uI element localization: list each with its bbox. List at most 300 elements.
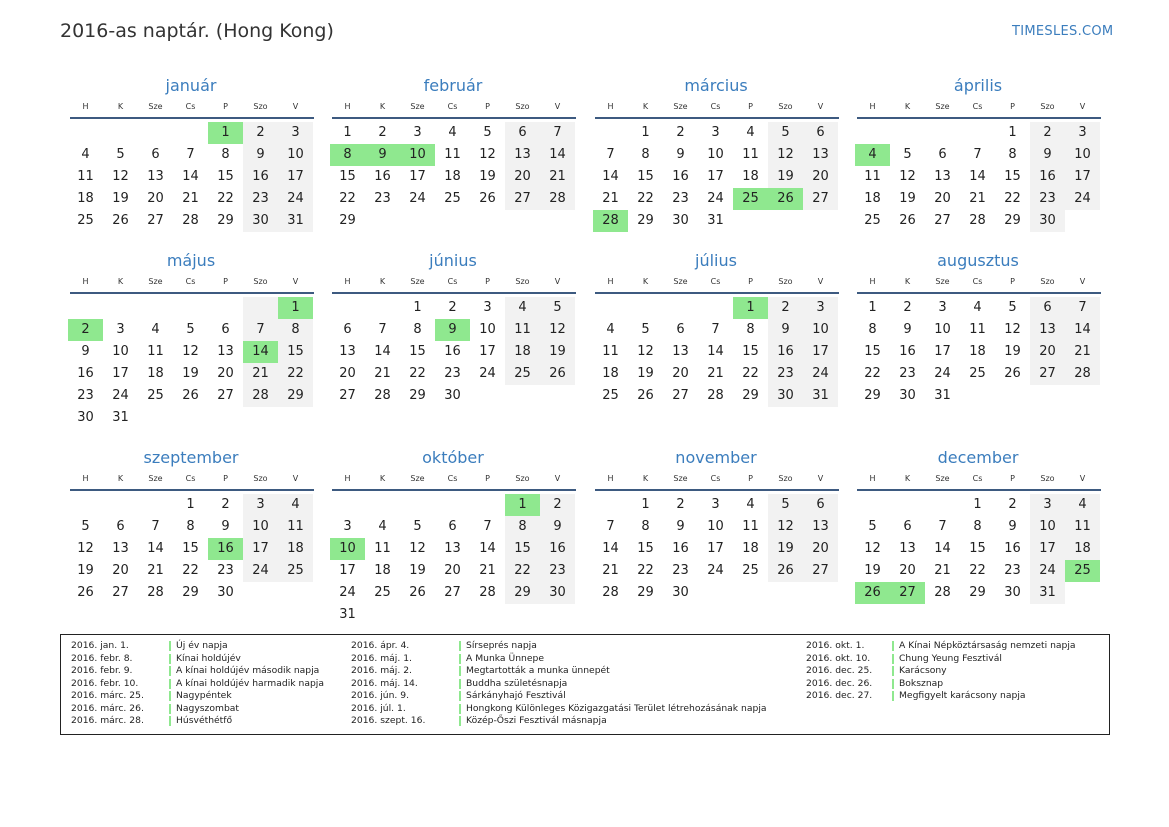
weekday-label: Sze: [148, 473, 163, 483]
header-divider: [332, 117, 576, 119]
week-row: [593, 516, 839, 538]
weekday-label: H: [869, 276, 876, 286]
week-row: [330, 582, 576, 604]
day-cell: 16: [444, 344, 461, 359]
day-cell: 13: [444, 541, 461, 556]
day-cell: 21: [1065, 341, 1100, 363]
month-calendar: [68, 249, 314, 429]
weekday-label: Sze: [148, 276, 163, 286]
day-cell: 14: [540, 144, 575, 166]
month-name: szeptember: [143, 448, 239, 467]
week-row: [330, 319, 576, 341]
week-row: [68, 582, 314, 604]
holiday-name: Buddha születésnapja: [466, 677, 568, 689]
day-cell: 13: [803, 144, 838, 166]
week-row: [593, 560, 839, 582]
legend-row: [71, 715, 324, 728]
day-cell: 3: [1030, 494, 1065, 516]
week-row: [593, 582, 839, 604]
weekday-label: Sze: [935, 276, 950, 286]
weekday-label: Sze: [935, 473, 950, 483]
holiday-marker: [459, 666, 461, 676]
day-cell: 14: [602, 169, 619, 184]
weekday-label: K: [904, 473, 911, 483]
day-cell: 5: [1008, 300, 1017, 315]
holiday-date: 2016. máj. 2.: [351, 665, 412, 676]
day-cell: 4: [505, 297, 540, 319]
day-cell: 6: [343, 322, 352, 337]
day-cell: 6: [116, 519, 125, 534]
week-row: [330, 604, 576, 626]
holiday-marker: [169, 704, 171, 714]
holiday-name: Új év napja: [176, 640, 228, 651]
day-cell: 23: [1030, 188, 1065, 210]
holiday-date: 2016. dec. 27.: [806, 690, 873, 701]
day-cell: 10: [803, 319, 838, 341]
day-cell: 16: [672, 169, 689, 184]
day-cell: 18: [742, 169, 759, 184]
weekday-label: P: [748, 101, 753, 111]
weekday-label: K: [642, 101, 649, 111]
weekday-label: H: [82, 276, 89, 286]
empty-day-cell: [173, 297, 208, 319]
day-cell: 24: [409, 191, 426, 206]
day-cell: 6: [505, 122, 540, 144]
holiday-name: Sírseprés napja: [466, 640, 537, 651]
weekday-label: K: [642, 473, 649, 483]
week-row: [68, 319, 314, 341]
weekday-label: Cs: [972, 276, 983, 286]
week-row: [593, 144, 839, 166]
day-cell: 21: [602, 191, 619, 206]
empty-day-cell: [1065, 210, 1100, 232]
day-cell: 16: [374, 169, 391, 184]
holiday-marker: [892, 691, 894, 701]
day-cell: 27: [444, 585, 461, 600]
day-cell: 30: [768, 385, 803, 407]
day-cell: 2: [378, 125, 387, 140]
weekday-label: Cs: [710, 276, 721, 286]
day-cell: 1: [868, 300, 877, 315]
weekday-label: Szo: [1040, 473, 1055, 483]
empty-day-cell: [138, 494, 173, 516]
holiday-date: 2016. okt. 10.: [806, 652, 871, 664]
day-cell: 29: [505, 582, 540, 604]
weekday-label: Sze: [410, 473, 425, 483]
day-cell: 2: [1008, 497, 1017, 512]
holiday-date: 2016. szept. 16.: [351, 715, 426, 726]
empty-day-cell: [698, 582, 733, 604]
holiday-name: Közép-Őszi Fesztivál másnapja: [466, 715, 607, 726]
day-cell: 13: [1030, 319, 1065, 341]
day-cell: 7: [938, 519, 947, 534]
weekday-label: Cs: [710, 473, 721, 483]
day-cell: 9: [221, 519, 230, 534]
weekday-label: H: [607, 473, 614, 483]
legend-row: [71, 690, 324, 703]
day-cell: 11: [742, 147, 759, 162]
day-cell: 27: [1030, 363, 1065, 385]
week-row: [593, 166, 839, 188]
empty-day-cell: [365, 604, 400, 626]
empty-day-cell: [278, 407, 313, 429]
day-cell: 9: [768, 319, 803, 341]
day-cell: 13: [217, 344, 234, 359]
weekday-label: P: [223, 276, 228, 286]
empty-day-cell: [470, 604, 505, 626]
day-cell: 25: [864, 213, 881, 228]
day-cell: 20: [339, 366, 356, 381]
day-cell: 17: [934, 344, 951, 359]
day-cell: 9: [676, 147, 685, 162]
holiday-name: Húsvéthétfő: [176, 715, 233, 726]
empty-day-cell: [173, 407, 208, 429]
empty-day-cell: [470, 210, 505, 232]
weekday-header: [68, 273, 314, 289]
day-cell: 11: [864, 169, 881, 184]
weekday-label: K: [117, 473, 124, 483]
weekday-label: Cs: [447, 473, 458, 483]
weekday-label: Szo: [778, 473, 793, 483]
day-cell: 5: [81, 519, 90, 534]
weekday-label: K: [379, 473, 386, 483]
day-cell: 8: [186, 519, 195, 534]
weekday-header: [330, 470, 576, 486]
day-cell: 3: [711, 125, 720, 140]
empty-day-cell: [540, 210, 575, 232]
day-cell: 5: [540, 297, 575, 319]
month-calendar: [593, 249, 839, 407]
weekday-label: V: [554, 276, 561, 286]
day-cell: 24: [803, 363, 838, 385]
month-name: február: [423, 76, 483, 95]
day-cell: 15: [278, 341, 313, 363]
day-cell: 24: [339, 585, 356, 600]
empty-day-cell: [995, 385, 1030, 407]
day-cell: 27: [672, 388, 689, 403]
legend-row: [351, 715, 767, 728]
day-cell: 20: [147, 191, 164, 206]
day-cell: 25: [969, 366, 986, 381]
week-row: [855, 144, 1101, 166]
day-cell: 11: [77, 169, 94, 184]
day-cell: 14: [707, 344, 724, 359]
day-cell: 12: [637, 344, 654, 359]
day-cell: 7: [711, 322, 720, 337]
weekday-label: Cs: [185, 276, 196, 286]
day-cell: 7: [243, 319, 278, 341]
legend-column-3: [806, 640, 1076, 703]
weekday-label: Szo: [515, 276, 530, 286]
day-cell: 16: [243, 166, 278, 188]
week-row: [330, 538, 576, 560]
day-cell: 31: [707, 213, 724, 228]
day-cell: 25: [444, 191, 461, 206]
brand-link[interactable]: TIMESLES.COM: [1012, 24, 1114, 39]
legend-row: [71, 640, 324, 653]
day-cell: 24: [1065, 188, 1100, 210]
holiday-marker: [169, 679, 171, 689]
holiday-date: 2016. febr. 8.: [71, 652, 133, 664]
day-cell: 11: [505, 319, 540, 341]
day-cell: 28: [707, 388, 724, 403]
day-cell: 18: [742, 541, 759, 556]
holiday-day-cell: 10: [400, 144, 435, 166]
empty-day-cell: [698, 297, 733, 319]
holiday-date: 2016. dec. 25.: [806, 665, 873, 676]
month-name: március: [684, 76, 748, 95]
day-cell: 19: [768, 538, 803, 560]
day-cell: 21: [540, 166, 575, 188]
weekday-label: H: [607, 101, 614, 111]
month-name: augusztus: [937, 251, 1019, 270]
day-cell: 31: [112, 410, 129, 425]
weekday-header: [330, 98, 576, 114]
day-cell: 6: [803, 122, 838, 144]
empty-day-cell: [435, 494, 470, 516]
week-row: [593, 319, 839, 341]
week-row: [68, 407, 314, 429]
weekday-header: [593, 273, 839, 289]
day-cell: 5: [903, 147, 912, 162]
day-cell: 5: [413, 519, 422, 534]
day-cell: 3: [278, 122, 313, 144]
day-cell: 23: [243, 188, 278, 210]
day-cell: 20: [444, 563, 461, 578]
day-cell: 3: [413, 125, 422, 140]
holiday-day-cell: 28: [593, 210, 628, 232]
empty-day-cell: [593, 494, 628, 516]
week-row: [330, 144, 576, 166]
week-row: [330, 341, 576, 363]
holiday-marker: [459, 716, 461, 726]
day-cell: 19: [899, 191, 916, 206]
holiday-day-cell: 2: [68, 319, 103, 341]
day-cell: 10: [479, 322, 496, 337]
weekday-label: Cs: [710, 101, 721, 111]
day-grid: [330, 494, 576, 626]
day-cell: 21: [374, 366, 391, 381]
weekday-label: Szo: [778, 276, 793, 286]
holiday-marker: [169, 654, 171, 664]
day-cell: 29: [637, 585, 654, 600]
month-name: október: [422, 448, 484, 467]
empty-day-cell: [960, 122, 995, 144]
weekday-label: Sze: [673, 276, 688, 286]
day-cell: 12: [768, 516, 803, 538]
weekday-label: K: [117, 276, 124, 286]
day-cell: 23: [444, 366, 461, 381]
day-cell: 4: [973, 300, 982, 315]
day-cell: 18: [969, 344, 986, 359]
day-cell: 12: [864, 541, 881, 556]
day-cell: 9: [1030, 144, 1065, 166]
day-cell: 11: [1065, 516, 1100, 538]
legend-row: [71, 678, 324, 691]
empty-day-cell: [540, 385, 575, 407]
holiday-date: 2016. máj. 1.: [351, 652, 412, 664]
day-cell: 8: [973, 519, 982, 534]
day-cell: 22: [278, 363, 313, 385]
week-row: [330, 494, 576, 516]
holiday-marker: [169, 716, 171, 726]
legend-row: [351, 653, 767, 666]
week-row: [68, 538, 314, 560]
week-row: [68, 516, 314, 538]
day-cell: 7: [606, 147, 615, 162]
week-row: [593, 538, 839, 560]
empty-day-cell: [470, 385, 505, 407]
day-cell: 31: [803, 385, 838, 407]
holiday-name: Chung Yeung Fesztivál: [899, 652, 1002, 664]
day-cell: 25: [505, 363, 540, 385]
legend-row: [71, 665, 324, 678]
weekday-label: Sze: [410, 276, 425, 286]
empty-day-cell: [593, 297, 628, 319]
day-cell: 23: [77, 388, 94, 403]
day-cell: 29: [409, 388, 426, 403]
day-cell: 18: [278, 538, 313, 560]
day-cell: 3: [711, 497, 720, 512]
day-cell: 30: [672, 585, 689, 600]
day-cell: 5: [483, 125, 492, 140]
holiday-name: Megfigyelt karácsony napja: [899, 690, 1026, 701]
day-cell: 14: [479, 541, 496, 556]
day-cell: 16: [768, 341, 803, 363]
day-cell: 23: [672, 563, 689, 578]
week-row: [330, 188, 576, 210]
header-divider: [332, 489, 576, 491]
day-cell: 5: [641, 322, 650, 337]
day-cell: 14: [182, 169, 199, 184]
day-cell: 7: [483, 519, 492, 534]
holiday-day-cell: 14: [243, 341, 278, 363]
holiday-marker: [892, 654, 894, 664]
month-calendar: [855, 249, 1101, 407]
month-calendar: [330, 446, 576, 626]
week-row: [855, 297, 1101, 319]
week-row: [855, 363, 1101, 385]
day-cell: 24: [112, 388, 129, 403]
weekday-label: V: [1079, 101, 1086, 111]
day-cell: 7: [973, 147, 982, 162]
day-cell: 6: [803, 494, 838, 516]
day-cell: 16: [1004, 541, 1021, 556]
day-cell: 1: [343, 125, 352, 140]
weekday-label: P: [1010, 473, 1015, 483]
day-cell: 4: [278, 494, 313, 516]
day-cell: 10: [707, 147, 724, 162]
day-cell: 8: [641, 519, 650, 534]
day-cell: 30: [217, 585, 234, 600]
day-cell: 22: [182, 563, 199, 578]
weekday-label: Szo: [253, 276, 268, 286]
weekday-label: Szo: [515, 473, 530, 483]
month-name: június: [429, 251, 477, 270]
day-cell: 26: [899, 213, 916, 228]
empty-day-cell: [400, 210, 435, 232]
day-cell: 8: [413, 322, 422, 337]
day-cell: 29: [637, 213, 654, 228]
day-cell: 12: [1004, 322, 1021, 337]
empty-day-cell: [1030, 385, 1065, 407]
day-cell: 25: [742, 563, 759, 578]
weekday-label: Cs: [972, 473, 983, 483]
day-cell: 20: [112, 563, 129, 578]
day-cell: 20: [803, 538, 838, 560]
day-cell: 24: [934, 366, 951, 381]
weekday-label: H: [869, 473, 876, 483]
week-row: [855, 538, 1101, 560]
day-cell: 2: [221, 497, 230, 512]
day-cell: 13: [899, 541, 916, 556]
day-cell: 21: [707, 366, 724, 381]
week-row: [330, 210, 576, 232]
day-cell: 17: [243, 538, 278, 560]
day-cell: 26: [112, 213, 129, 228]
day-grid: [593, 122, 839, 232]
weekday-label: V: [1079, 473, 1086, 483]
day-cell: 23: [672, 191, 689, 206]
day-cell: 4: [746, 497, 755, 512]
day-cell: 15: [339, 169, 356, 184]
day-cell: 12: [540, 319, 575, 341]
day-cell: 17: [1030, 538, 1065, 560]
week-row: [855, 210, 1101, 232]
holiday-name: A kínai holdújév harmadik napja: [176, 677, 324, 689]
weekday-header: [593, 470, 839, 486]
legend-column-1: [71, 640, 324, 728]
empty-day-cell: [505, 210, 540, 232]
day-cell: 2: [676, 497, 685, 512]
holiday-marker: [892, 679, 894, 689]
empty-day-cell: [365, 494, 400, 516]
day-cell: 21: [969, 191, 986, 206]
weekday-label: K: [904, 101, 911, 111]
legend-row: [806, 653, 1076, 666]
empty-day-cell: [435, 210, 470, 232]
day-cell: 1: [413, 300, 422, 315]
empty-day-cell: [330, 494, 365, 516]
day-cell: 6: [903, 519, 912, 534]
day-cell: 22: [1004, 191, 1021, 206]
day-cell: 28: [374, 388, 391, 403]
day-grid: [330, 297, 576, 407]
holiday-name: A Kínai Népköztársaság nemzeti napja: [899, 640, 1076, 651]
holiday-day-cell: 1: [505, 494, 540, 516]
legend-column-2: [351, 640, 767, 728]
holiday-legend: [60, 634, 1110, 735]
day-cell: 8: [278, 319, 313, 341]
holiday-marker: [459, 641, 461, 651]
day-cell: 11: [278, 516, 313, 538]
day-cell: 28: [969, 213, 986, 228]
day-cell: 21: [602, 563, 619, 578]
day-cell: 14: [374, 344, 391, 359]
empty-day-cell: [435, 604, 470, 626]
day-cell: 11: [374, 541, 391, 556]
day-cell: 29: [864, 388, 881, 403]
day-cell: 28: [602, 585, 619, 600]
empty-day-cell: [138, 122, 173, 144]
weekday-label: K: [117, 101, 124, 111]
day-cell: 20: [899, 563, 916, 578]
weekday-header: [855, 470, 1101, 486]
day-grid: [68, 122, 314, 232]
day-cell: 5: [868, 519, 877, 534]
day-cell: 8: [505, 516, 540, 538]
day-cell: 1: [1008, 125, 1017, 140]
